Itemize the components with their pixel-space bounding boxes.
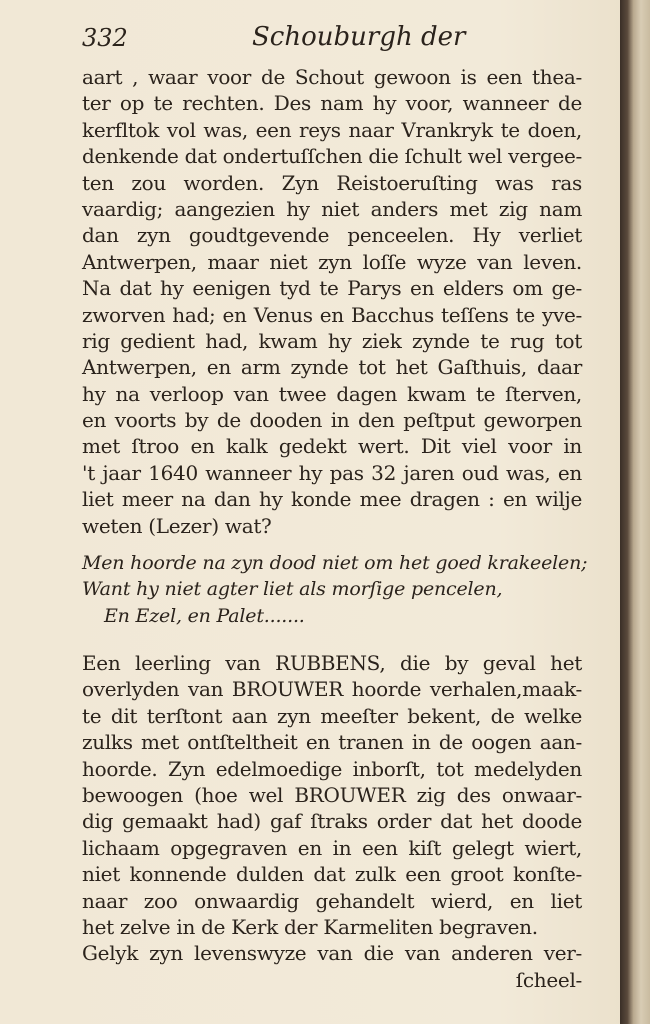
text-line: rig gedient had, kwam hy ziek zynde te rug tot — [82, 328, 582, 353]
text-line: ten zou worden. Zyn Reistoeruſting was ras — [82, 170, 582, 195]
text-line: niet konnende dulden dat zulk een groot konſte- — [82, 862, 582, 887]
book-spine-edge — [620, 0, 650, 1024]
text-line: weten (Lezer) wat? — [82, 513, 272, 538]
text-line: Antwerpen, en arm zynde tot het Gaſthuis, daar — [82, 355, 582, 380]
text-line: hoorde. Zyn edelmoedige inborſt, tot medelyden — [82, 756, 582, 781]
paragraph-1 — [82, 64, 582, 539]
text-line: liet meer na dan hy konde mee dragen : en wilje — [82, 487, 582, 512]
text-line: denkende dat ondertuſſchen die ſchult wel vergee- — [82, 144, 582, 169]
text-line: ter op te rechten. Des nam hy voor, wanneer de — [82, 91, 582, 116]
text-line: Antwerpen, maar niet zyn loſſe wyze van leven. — [82, 249, 582, 274]
text-line: aart , waar voor de Schout gewoon is een thea- — [82, 65, 582, 89]
text-line: hy na verloop van twee dagen kwam te ſterven, — [82, 381, 582, 406]
text-line: met ſtroo en kalk gedekt wert. Dit viel voor in — [82, 434, 582, 459]
text-line: vaardig; aangezien hy niet anders met zig nam — [82, 196, 582, 221]
text-line: Een leerling van RUBBENS, die by geval het — [82, 651, 582, 675]
text-line: zworven had; en Venus en Bacchus teſſens te yve- — [82, 302, 582, 327]
verse-line: Men hoorde na zyn dood niet om het goed krakeelen; — [82, 552, 588, 574]
text-line: overlyden van BROUWER hoorde verhalen,maak- — [82, 677, 582, 702]
verse-block — [82, 550, 602, 629]
verse-line: En Ezel, en Palet....... — [104, 604, 305, 627]
running-head: Schouburgh der — [252, 22, 466, 52]
page-header — [82, 20, 582, 60]
verse-line: Want hy niet agter liet als morſige pencelen, — [82, 578, 503, 601]
text-line: zulks met ontſteltheit en tranen in de oogen aan- — [82, 730, 582, 755]
text-line: Na dat hy eenigen tyd te Parys en elders om ge- — [82, 276, 582, 301]
text-line: en voorts by de dooden in den peſtput geworpen — [82, 408, 582, 433]
text-line: het zelve in de Kerk der Karmeliten begraven. — [82, 914, 538, 939]
text-line: dan zyn goudtgevende penceelen. Hy verliet — [82, 223, 582, 248]
text-line: 't jaar 1640 wanneer hy pas 32 jaren oud was, en — [82, 460, 582, 485]
page-number: 332 — [82, 24, 128, 52]
paragraph-2 — [82, 650, 582, 993]
text-line: te dit terſtont aan zyn meeſter bekent, de welke — [82, 703, 582, 728]
text-line: kerfltok vol was, een reys naar Vrankryk te doen, — [82, 117, 582, 142]
catchword: ſcheel- — [515, 967, 582, 992]
text-line: bewoogen (hoe wel BROUWER zig des onwaar- — [82, 782, 582, 807]
text-line: Gelyk zyn levenswyze van die van anderen ver- — [82, 941, 582, 966]
text-line: dig gemaakt had) gaf ſtraks order dat het doode — [82, 809, 582, 834]
text-line: naar zoo onwaardig gehandelt wierd, en liet — [82, 888, 582, 913]
text-line: lichaam opgegraven en in een kiſt gelegt wiert, — [82, 835, 582, 860]
